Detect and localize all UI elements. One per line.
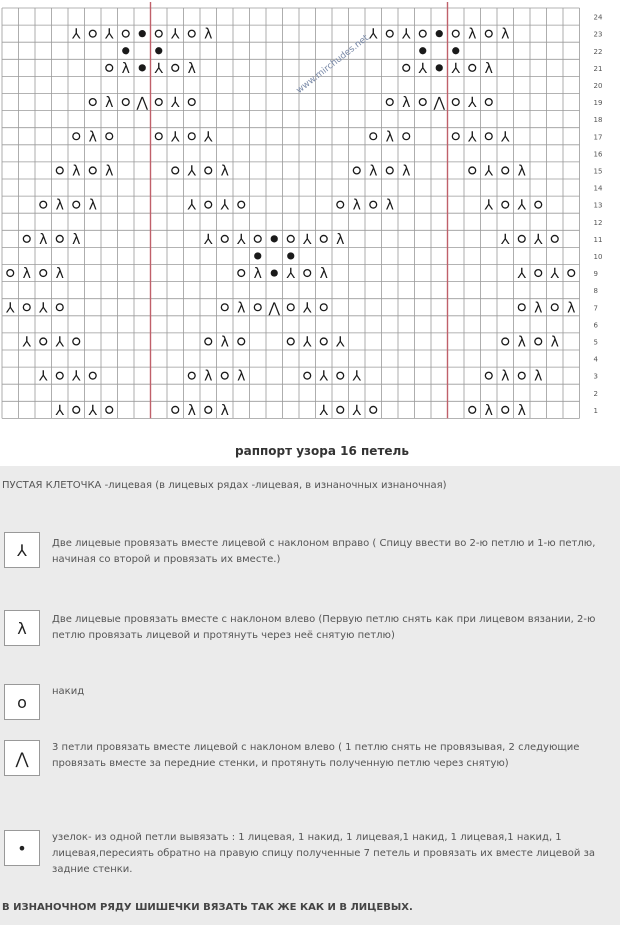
k3tog-mark: ⋀ — [433, 95, 445, 112]
yarn-over-mark — [155, 99, 162, 106]
row-number: 4 — [593, 355, 598, 364]
bobble-mark — [287, 252, 294, 259]
yarn-over-mark — [56, 235, 63, 242]
k2tog-left-mark: λ — [567, 300, 576, 317]
bobble-mark — [436, 64, 443, 71]
yarn-over-mark — [122, 30, 129, 37]
yarn-over-mark — [73, 406, 80, 413]
k2tog-left-mark: λ — [319, 266, 328, 283]
k2tog-right-mark: ⅄ — [302, 231, 312, 248]
legend-text-k2tog-right: Две лицевые провязать вместе лицевой с наклоном вправо ( Спицу ввести во 2-ю петлю и 1-ю петлю, начиная со второй и провязать их вместе.) — [52, 538, 596, 565]
yarn-over-mark — [73, 201, 80, 208]
row-number: 2 — [593, 389, 598, 398]
k2tog-right-mark: ⅄ — [451, 60, 461, 77]
yarn-over-mark — [40, 201, 47, 208]
row-number: 5 — [593, 338, 598, 347]
yarn-over-mark — [485, 99, 492, 106]
yarn-over-mark — [452, 30, 459, 37]
k2tog-left-mark: λ — [534, 368, 543, 385]
yarn-over-mark — [535, 201, 542, 208]
k2tog-right-mark: ⅄ — [517, 197, 527, 214]
yarn-over-mark — [172, 167, 179, 174]
yarn-over-mark — [188, 372, 195, 379]
k2tog-right-mark: ⅄ — [203, 231, 213, 248]
legend-bottom-note: В ИЗНАНОЧНОМ РЯДУ ШИШЕЧКИ ВЯЗАТЬ ТАК ЖЕ КАК И В ЛИЦЕВЫХ. — [2, 902, 413, 913]
k2tog-left-mark: λ — [220, 402, 229, 419]
k2tog-left-mark: λ — [105, 95, 114, 112]
yarn-over-mark — [89, 99, 96, 106]
yarn-over-mark — [287, 304, 294, 311]
yarn-over-mark — [452, 133, 459, 140]
k2tog-right-mark: ⅄ — [104, 26, 114, 43]
yarn-over-mark — [238, 270, 245, 277]
k3tog-mark: ⋀ — [136, 95, 148, 112]
yarn-over-mark — [221, 235, 228, 242]
k2tog-right-mark: ⅄ — [38, 300, 48, 317]
k2tog-left-mark: λ — [550, 334, 559, 351]
yarn-over-mark — [485, 133, 492, 140]
row-number: 18 — [593, 116, 603, 125]
k2tog-right-mark: ⅄ — [187, 197, 197, 214]
legend-text-bobble: узелок- из одной петли вывязать : 1 лицевая, 1 накид, 1 лицевая,1 накид, 1 лицевая,1 накид, 1 лицевая,пересиять обратно на правую спицу полученные 7 петель и провязать их вместе лицевой за задние стенки. — [52, 832, 596, 875]
yarn-over-mark — [188, 30, 195, 37]
yarn-over-mark — [106, 64, 113, 71]
k2tog-right-mark: ⅄ — [500, 129, 510, 146]
k2tog-right-mark: ⅄ — [154, 60, 164, 77]
yarn-over-mark — [386, 167, 393, 174]
yarn-over-mark — [23, 304, 30, 311]
yarn-over-mark — [518, 372, 525, 379]
row-number: 15 — [593, 167, 603, 176]
row-number: 12 — [593, 218, 603, 227]
k2tog-left-mark: λ — [385, 197, 394, 214]
k2tog-right-mark: ⅄ — [170, 95, 180, 112]
yarn-over-mark — [535, 338, 542, 345]
yarn-over-mark — [535, 270, 542, 277]
chart-caption: раппорт узора 16 петель — [235, 444, 409, 458]
yarn-over-mark — [518, 235, 525, 242]
k2tog-right-mark: ⅄ — [418, 60, 428, 77]
k2tog-right-mark: ⅄ — [335, 334, 345, 351]
k3tog-mark: ⋀ — [268, 300, 280, 317]
yarn-over-mark — [353, 167, 360, 174]
yarn-over-mark — [485, 372, 492, 379]
legend-text-yarn-over: накид — [52, 686, 85, 697]
k2tog-left-mark: λ — [534, 300, 543, 317]
k2tog-left-mark: λ — [204, 26, 213, 43]
k2tog-left-mark: λ — [402, 163, 411, 180]
k2tog-left-mark: λ — [22, 266, 31, 283]
k2tog-left-mark: λ — [484, 60, 493, 77]
k2tog-right-mark: ⅄ — [319, 368, 329, 385]
k2tog-right-mark: ⅄ — [467, 95, 477, 112]
yarn-over-mark — [40, 270, 47, 277]
row-number: 14 — [593, 184, 603, 193]
yarn-over-mark — [23, 235, 30, 242]
k2tog-left-mark: λ — [72, 163, 81, 180]
k2tog-right-mark: ⅄ — [319, 402, 329, 419]
bobble-mark — [254, 252, 261, 259]
yarn-over-mark — [155, 133, 162, 140]
yarn-over-mark — [485, 30, 492, 37]
k2tog-right-mark: ⅄ — [352, 402, 362, 419]
k2tog-right-mark: ⅄ — [467, 129, 477, 146]
yarn-over-mark — [40, 338, 47, 345]
k2tog-left-mark: λ — [517, 163, 526, 180]
row-number: 20 — [593, 82, 603, 91]
yarn-over-mark — [337, 201, 344, 208]
k2tog-right-mark: ⅄ — [352, 368, 362, 385]
yarn-over-mark — [304, 372, 311, 379]
k2tog-left-mark: λ — [468, 26, 477, 43]
yarn-over-mark — [568, 270, 575, 277]
k2tog-left-mark: λ — [517, 402, 526, 419]
yarn-over-mark — [337, 372, 344, 379]
yarn-over-mark — [370, 133, 377, 140]
yarn-over-mark — [89, 30, 96, 37]
bobble-mark — [139, 64, 146, 71]
k2tog-left-mark: λ — [187, 60, 196, 77]
k2tog-left-icon: λ — [4, 610, 40, 646]
k2tog-left-mark: λ — [501, 368, 510, 385]
k2tog-right-mark: ⅄ — [533, 231, 543, 248]
yarn-over-mark — [205, 406, 212, 413]
k2tog-right-mark: ⅄ — [517, 266, 527, 283]
row-number: 10 — [593, 253, 603, 262]
yarn-over-mark — [370, 201, 377, 208]
k2tog-left-mark: λ — [187, 402, 196, 419]
k2tog-left-mark: λ — [237, 300, 246, 317]
bobble-mark — [436, 30, 443, 37]
chart-grid — [0, 0, 620, 445]
row-number: 23 — [593, 30, 603, 39]
k2tog-left-mark: λ — [517, 334, 526, 351]
bobble-mark — [271, 269, 278, 276]
yarn-over-mark — [403, 64, 410, 71]
k2tog-right-mark: ⅄ — [368, 26, 378, 43]
yarn-over-mark — [106, 133, 113, 140]
k2tog-right-mark: ⅄ — [71, 368, 81, 385]
k2tog-right-mark: ⅄ — [500, 231, 510, 248]
row-number: 17 — [593, 133, 603, 142]
yarn-over-mark — [188, 133, 195, 140]
yarn-over-mark — [469, 64, 476, 71]
yarn-over-mark — [221, 304, 228, 311]
k2tog-left-mark: λ — [39, 231, 48, 248]
k2tog-left-mark: λ — [72, 231, 81, 248]
k2tog-left-mark: λ — [484, 402, 493, 419]
yarn-over-mark — [551, 304, 558, 311]
k2tog-right-mark: ⅄ — [38, 368, 48, 385]
k2tog-left-mark: λ — [88, 129, 97, 146]
yarn-over-mark — [386, 99, 393, 106]
k2tog-right-mark: ⅄ — [55, 402, 65, 419]
k2tog-left-mark: λ — [253, 266, 262, 283]
k2tog-right-mark: ⅄ — [203, 129, 213, 146]
k2tog-right-mark: ⅄ — [71, 26, 81, 43]
k2tog-right-mark: ⅄ — [302, 334, 312, 351]
yarn-over-mark — [188, 99, 195, 106]
yarn-over-mark — [469, 167, 476, 174]
k2tog-right-mark: ⅄ — [5, 300, 15, 317]
row-number: 19 — [593, 99, 603, 108]
k2tog-right-icon: ⅄ — [4, 532, 40, 568]
row-number: 3 — [593, 372, 598, 381]
row-number: 21 — [593, 64, 603, 73]
yarn-over-mark — [403, 133, 410, 140]
yarn-over-mark — [518, 304, 525, 311]
yarn-over-mark — [502, 338, 509, 345]
row-number: 6 — [593, 321, 598, 330]
k2tog-left-mark: λ — [88, 197, 97, 214]
yarn-over-mark — [254, 235, 261, 242]
yarn-over-mark — [172, 406, 179, 413]
k2tog-left-mark: λ — [385, 129, 394, 146]
bobble-mark — [155, 47, 162, 54]
k2tog-right-mark: ⅄ — [401, 26, 411, 43]
k2tog-left-mark: λ — [55, 266, 64, 283]
yarn-over-mark — [320, 304, 327, 311]
k2tog-left-mark: λ — [105, 163, 114, 180]
k2tog-right-mark: ⅄ — [220, 197, 230, 214]
yarn-over-mark — [238, 201, 245, 208]
k2tog-right-mark: ⅄ — [170, 129, 180, 146]
bobble-mark — [452, 47, 459, 54]
yarn-over-mark — [7, 270, 14, 277]
k3tog-left-icon: ⋀ — [4, 740, 40, 776]
row-number: 7 — [593, 304, 598, 313]
row-number: 13 — [593, 201, 603, 210]
row-number: 16 — [593, 150, 603, 159]
k2tog-right-mark: ⅄ — [170, 26, 180, 43]
row-number: 22 — [593, 47, 603, 56]
yarn-over-mark — [502, 167, 509, 174]
yarn-over-mark — [56, 372, 63, 379]
k2tog-left-mark: λ — [220, 334, 229, 351]
yarn-over-mark — [254, 304, 261, 311]
k2tog-left-mark: λ — [501, 26, 510, 43]
bobble-mark — [271, 235, 278, 242]
k2tog-left-mark: λ — [220, 163, 229, 180]
row-number: 11 — [593, 235, 603, 244]
legend-panel — [0, 466, 620, 925]
bobble-mark — [419, 47, 426, 54]
yarn-over-mark — [221, 372, 228, 379]
k2tog-left-mark: λ — [121, 60, 130, 77]
yarn-over-mark — [172, 64, 179, 71]
row-number: 1 — [593, 406, 598, 415]
k2tog-left-mark: λ — [204, 368, 213, 385]
yarn-over-mark — [419, 99, 426, 106]
yarn-over-mark — [205, 201, 212, 208]
bobble-icon: • — [4, 830, 40, 866]
legend-text-k2tog-left: Две лицевые провязать вместе с наклоном влево (Первую петлю снять как при лицевом вязании, 2-ю петлю провязать лицевой и протянуть через неё снятую петлю) — [52, 614, 596, 641]
k2tog-left-mark: λ — [55, 197, 64, 214]
legend-empty-cell-note: ПУСТАЯ КЛЕТОЧКА -лицевая (в лицевых рядах -лицевая, в изнаночных изнаночная) — [2, 480, 447, 491]
yarn-over-mark — [419, 30, 426, 37]
k2tog-right-mark: ⅄ — [55, 334, 65, 351]
bobble-mark — [122, 47, 129, 54]
yarn-over-mark — [502, 406, 509, 413]
yarn-over-mark — [56, 167, 63, 174]
k2tog-right-mark: ⅄ — [550, 266, 560, 283]
yarn-over-mark — [320, 338, 327, 345]
yarn-over-mark — [205, 167, 212, 174]
k2tog-left-mark: λ — [352, 197, 361, 214]
yarn-over-mark — [469, 406, 476, 413]
yarn-over-mark — [155, 30, 162, 37]
k2tog-left-mark: λ — [369, 163, 378, 180]
legend-text-k3tog-left: 3 петли провязать вместе лицевой с наклоном влево ( 1 петлю снять не провязывая, 2 следующие провязать вместе за передние стенки, и протянуть полученную петлю через снятую) — [52, 742, 580, 769]
k2tog-right-mark: ⅄ — [484, 163, 494, 180]
k2tog-right-mark: ⅄ — [22, 334, 32, 351]
watermark: www.mirchudes.net — [294, 33, 371, 96]
yarn-over-mark — [89, 372, 96, 379]
k2tog-right-mark: ⅄ — [236, 231, 246, 248]
bobble-mark — [139, 30, 146, 37]
k2tog-right-mark: ⅄ — [88, 402, 98, 419]
yarn-over-mark — [370, 406, 377, 413]
k2tog-right-mark: ⅄ — [187, 163, 197, 180]
k2tog-left-mark: λ — [402, 95, 411, 112]
yarn-over-mark — [73, 133, 80, 140]
yarn-over-mark — [502, 201, 509, 208]
yarn-over-mark — [551, 235, 558, 242]
yarn-over-mark — [320, 235, 327, 242]
yarn-over-mark — [386, 30, 393, 37]
yarn-over-mark — [122, 99, 129, 106]
yarn-over-mark — [205, 338, 212, 345]
yarn-over-mark — [304, 270, 311, 277]
yarn-over-mark — [287, 338, 294, 345]
row-number: 24 — [593, 13, 603, 22]
k2tog-right-mark: ⅄ — [484, 197, 494, 214]
yarn-over-mark — [106, 406, 113, 413]
yarn-over-mark — [89, 167, 96, 174]
yarn-over-mark — [287, 235, 294, 242]
yarn-over-mark — [238, 338, 245, 345]
k2tog-left-mark: λ — [237, 368, 246, 385]
row-number: 8 — [593, 287, 598, 296]
k2tog-right-mark: ⅄ — [286, 266, 296, 283]
k2tog-left-mark: λ — [336, 231, 345, 248]
row-number: 9 — [593, 270, 598, 279]
yarn-over-mark — [73, 338, 80, 345]
yarn-over-mark — [56, 304, 63, 311]
yarn-over-mark — [452, 99, 459, 106]
yarn-over-mark — [337, 406, 344, 413]
k2tog-right-mark: ⅄ — [302, 300, 312, 317]
yarn-over-icon: o — [4, 684, 40, 720]
